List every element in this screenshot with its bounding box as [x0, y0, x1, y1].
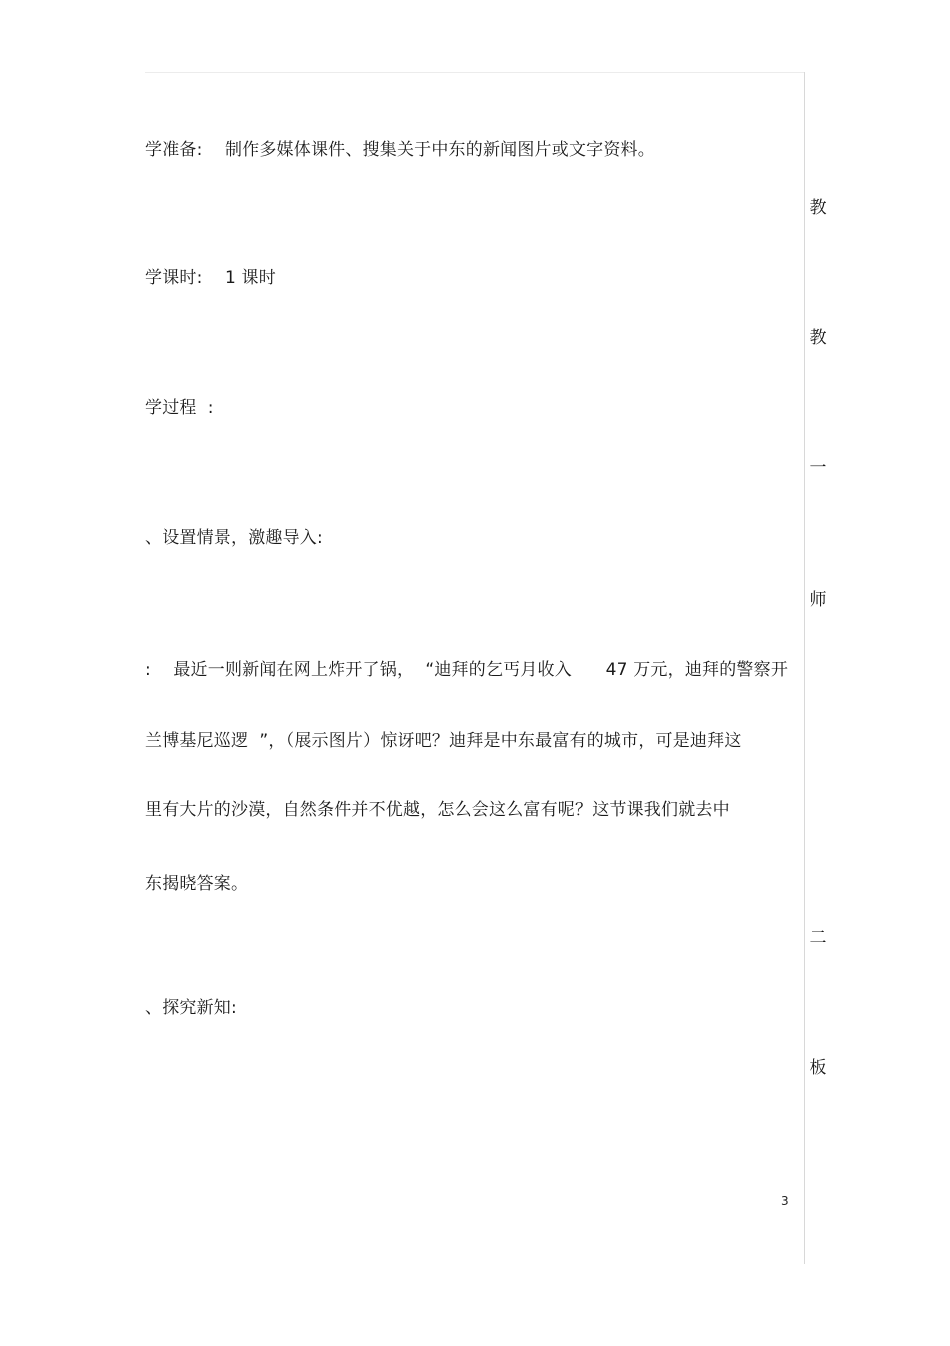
teaching-process-heading: 学过程 : [145, 398, 214, 418]
side-char-4: 师 [809, 590, 827, 610]
paragraph-line-4: 东揭晓答案。 [145, 874, 249, 894]
top-rule [145, 72, 805, 73]
section-2-heading: 、探究新知: [145, 998, 237, 1018]
class-hours-line: 学课时: 1 课时 [145, 268, 276, 288]
side-char-5: 二 [809, 928, 827, 948]
page-number: 3 [781, 1194, 789, 1208]
side-char-3: 一 [809, 458, 827, 478]
teaching-preparation-line: 学准备: 制作多媒体课件、搜集关于中东的新闻图片或文字资料。 [145, 140, 655, 160]
side-char-2: 教 [809, 328, 827, 348]
side-char-6: 板 [809, 1058, 827, 1078]
section-1-heading: 、设置情景，激趣导入: [145, 528, 323, 548]
right-column-rule [804, 72, 805, 1264]
paragraph-line-1: : 最近一则新闻在网上炸开了锅， “迪拜的乞丐月收入 47 万元，迪拜的警察开 [145, 660, 789, 680]
side-char-1: 教 [809, 198, 827, 218]
paragraph-line-2: 兰博基尼巡逻 ”，（展示图片）惊讶吧？迪拜是中东最富有的城市，可是迪拜这 [145, 731, 742, 751]
paragraph-line-3: 里有大片的沙漠，自然条件并不优越，怎么会这么富有呢？这节课我们就去中 [145, 800, 730, 820]
